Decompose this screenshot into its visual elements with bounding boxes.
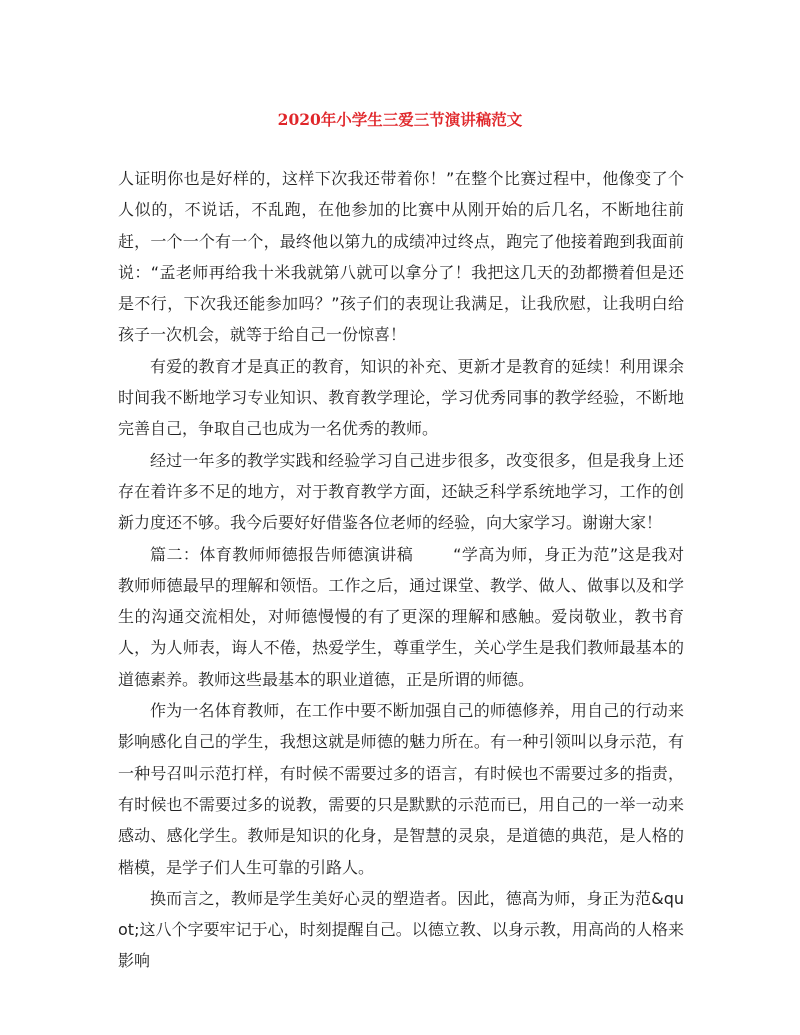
- paragraph-love-education: 有爱的教育才是真正的教育，知识的补充、更新才是教育的延续！利用课余时间我不断地学习专业知识、教育教学理论，学习优秀同事的教学经验，不断地完善自己，争取自己也成为一名优秀的教师。: [118, 356, 684, 439]
- document-title: 2020年小学生三爱三节演讲稿范文: [277, 110, 523, 129]
- paragraph-in-other-words: 换而言之，教师是学生美好心灵的塑造者。因此，德高为师，身正为范&quot;这八个字要牢记于心，时刻提醒自己。以德立教、以身示教，用高尚的人格来影响: [118, 888, 684, 971]
- paragraph-reflection: 经过一年多的教学实践和经验学习自己进步很多，改变很多，但是我身上还存在着许多不足的地方，对于教育教学方面，还缺乏科学系统地学习，工作的创新力度还不够。我今后要好好借鉴各位老师的经验，向大家学习。谢谢大家！: [118, 450, 684, 533]
- section-two-heading: 篇二：体育教师师德报告师德演讲稿: [150, 544, 414, 564]
- document-body: [118, 163, 684, 977]
- section-two-text: “学高为师，身正为范”这是我对教师师德最早的理解和领悟。工作之后，通过课堂、教学、做人、做事以及和学生的沟通交流相处，对师德慢慢的有了更深的理解和感触。爱岗敬业，教书育人，为人师表，诲人不倦，热爱学生，尊重学生，关心学生是我们教师最基本的道德素养。教师这些最基本的职业道德，正是所谓的师德。: [118, 544, 684, 689]
- paragraph-pe-teacher: 作为一名体育教师，在工作中要不断加强自己的师德修养，用自己的行动来影响感化自己的学生，我想这就是师德的魅力所在。有一种引领叫以身示范，有一种号召叫示范打样，有时候不需要过多的语言，有时候也不需要过多的指责，有时候也不需要过多的说教，需要的只是默默的示范而已，用自己的一举一动来感动、感化学生。教师是知识的化身，是智慧的灵泉，是道德的典范，是人格的楷模，是学子们人生可靠的引路人。: [118, 701, 684, 877]
- paragraph-continuation: 人证明你也是好样的，这样下次我还带着你！”在整个比赛过程中，他像变了个人似的，不说话，不乱跑，在他参加的比赛中从刚开始的后几名，不断地往前赶，一个一个有一个，最终他以第九的成绩冲过终点，跑完了他接着跑到我面前说：“孟老师再给我十米我就第八就可以拿分了！我把这几天的劲都攒着但是还是不行，下次我还能参加吗？”孩子们的表现让我满足，让我欣慰，让我明白给孩子一次机会，就等于给自己一份惊喜！: [118, 169, 684, 345]
- paragraph-section-two: [118, 539, 684, 695]
